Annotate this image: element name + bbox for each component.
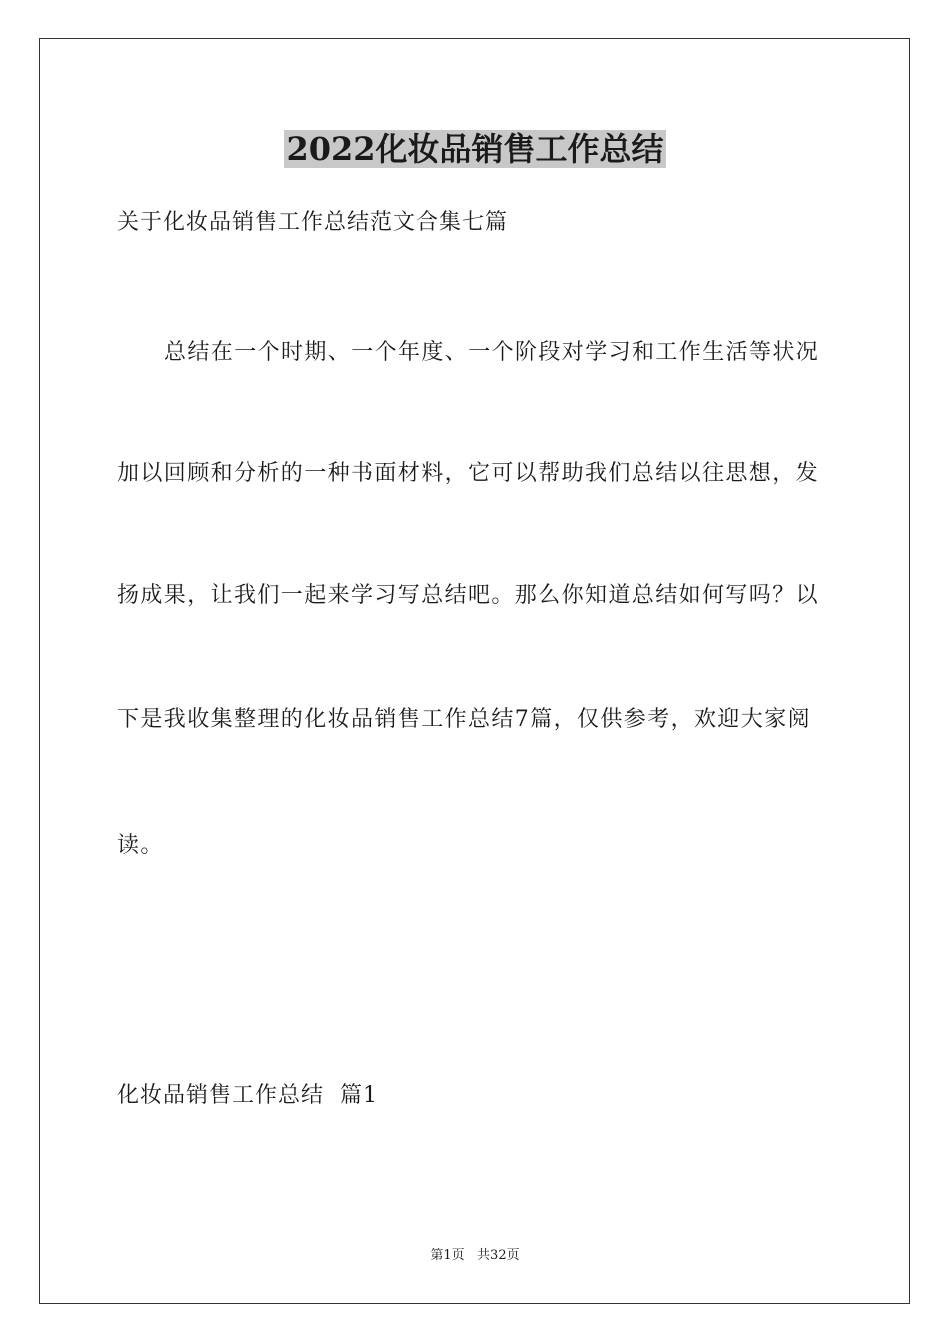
page-footer: 第1页 共32页 [430,1248,520,1263]
paragraph-line: 读。 [117,833,164,858]
paragraph-line: 加以回顾和分析的一种书面材料，它可以帮助我们总结以往思想，发 [117,461,820,486]
paragraph-line: 总结在一个时期、一个年度、一个阶段对学习和工作生活等状况 [164,340,820,365]
paragraph-line: 扬成果，让我们一起来学习写总结吧。那么你知道总结如何写吗？以 [117,583,820,608]
section-heading: 化妆品销售工作总结 篇1 [117,1083,378,1108]
document-title [0,127,950,171]
document-subtitle: 关于化妆品销售工作总结范文合集七篇 [117,210,509,235]
paragraph-line: 下是我收集整理的化妆品销售工作总结7篇，仅供参考，欢迎大家阅 [117,707,811,732]
document-title-text: 2022化妆品销售工作总结 [286,130,664,168]
